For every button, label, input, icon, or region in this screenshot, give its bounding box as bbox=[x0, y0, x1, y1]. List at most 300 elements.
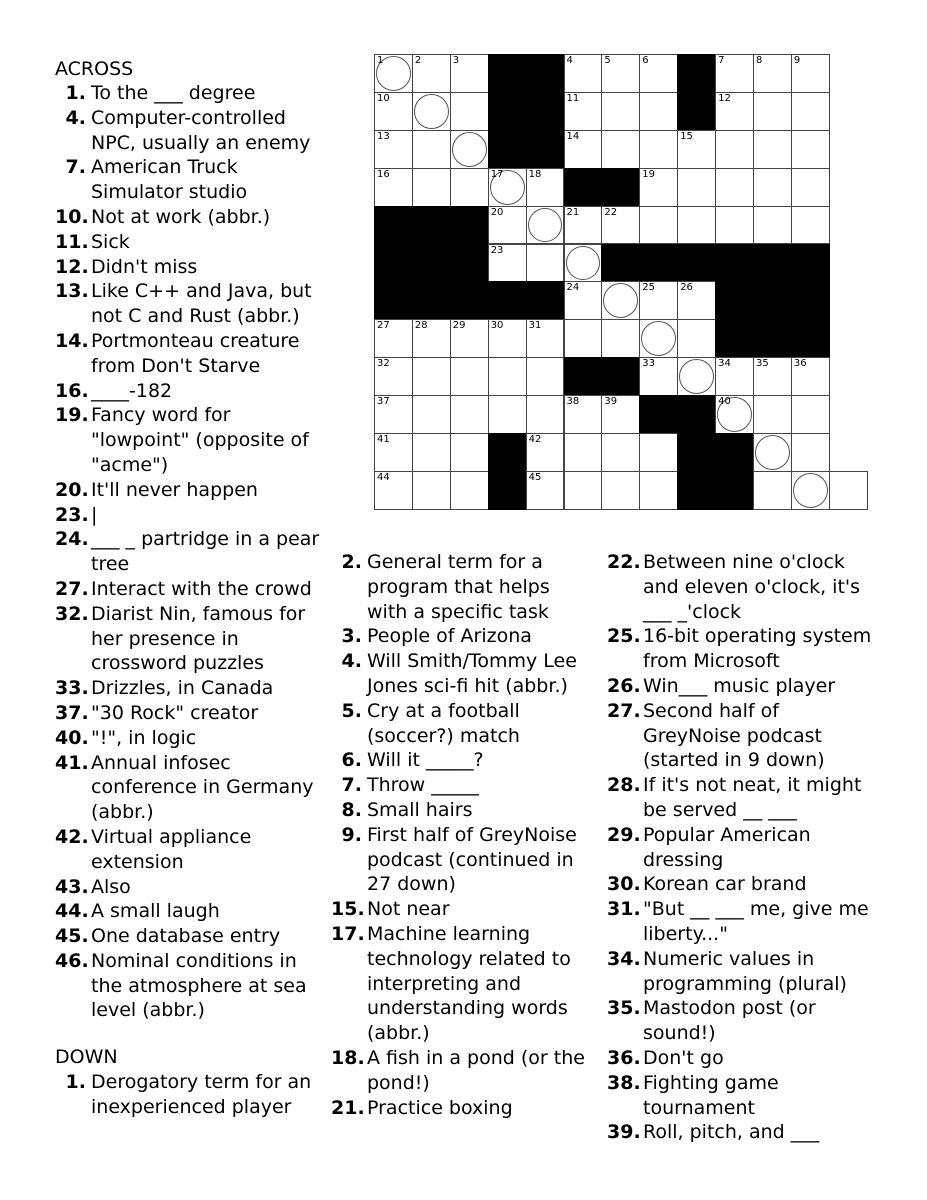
clue-text: Not near bbox=[367, 898, 450, 921]
cell-number: 12 bbox=[718, 92, 731, 104]
clue-number: 39. bbox=[607, 1121, 641, 1144]
grid-cell[interactable] bbox=[639, 319, 678, 358]
cell-number: 14 bbox=[566, 130, 580, 142]
grid-cell[interactable] bbox=[639, 471, 678, 510]
across-clue bbox=[55, 81, 335, 106]
across-clue-list bbox=[55, 81, 335, 1023]
clue-text: Cry at a football bbox=[367, 699, 520, 722]
across-clue bbox=[55, 676, 335, 701]
clue-number: 7. bbox=[65, 156, 86, 179]
down-heading: DOWN bbox=[55, 1046, 118, 1068]
down-clue bbox=[331, 1096, 606, 1121]
black-square bbox=[488, 54, 527, 93]
clue-text: sound!) bbox=[643, 1022, 716, 1045]
down-clue bbox=[331, 624, 606, 649]
grid-cell[interactable] bbox=[564, 471, 603, 510]
clue-number: 22. bbox=[607, 551, 641, 573]
across-clue bbox=[55, 478, 335, 503]
clue-number: 14. bbox=[55, 329, 89, 352]
grid-cell[interactable] bbox=[639, 281, 678, 320]
grid-cell[interactable] bbox=[412, 168, 451, 207]
across-clue bbox=[55, 503, 335, 528]
clue-text: Not at work (abbr.) bbox=[91, 205, 271, 228]
cell-number: 30 bbox=[490, 320, 504, 332]
clue-text: Sick bbox=[91, 230, 130, 253]
clue-text: tournament bbox=[643, 1096, 755, 1119]
clue-text: Win___ music player bbox=[643, 674, 836, 697]
across-clue bbox=[55, 751, 335, 825]
grid-cell[interactable] bbox=[412, 92, 451, 131]
grid-cell[interactable] bbox=[601, 130, 640, 169]
down-clue bbox=[331, 1046, 606, 1096]
grid-cell[interactable] bbox=[374, 319, 413, 358]
clue-number: 21. bbox=[331, 1096, 365, 1119]
black-square bbox=[753, 244, 792, 283]
cell-number: 28 bbox=[414, 320, 428, 332]
down-clue bbox=[607, 897, 907, 947]
grid-cell[interactable] bbox=[450, 130, 489, 169]
down-clue-list-right bbox=[607, 550, 907, 1145]
grid-cell[interactable] bbox=[488, 168, 527, 207]
clue-number: 29. bbox=[607, 823, 641, 846]
cell-number: 33 bbox=[642, 358, 656, 370]
grid-cell[interactable] bbox=[677, 130, 716, 169]
cell-number: 29 bbox=[452, 320, 466, 332]
across-clue bbox=[55, 949, 335, 1023]
grid-cell[interactable] bbox=[791, 395, 830, 434]
clue-text: conference in Germany bbox=[91, 776, 314, 799]
grid-cell[interactable] bbox=[488, 244, 527, 283]
clue-text: General term for a bbox=[367, 551, 543, 573]
grid-cell[interactable] bbox=[639, 54, 678, 93]
clue-text: liberty..." bbox=[643, 922, 728, 945]
clue-number: 33. bbox=[55, 677, 89, 700]
black-square bbox=[526, 281, 565, 320]
black-square bbox=[715, 244, 754, 283]
cell-number: 5 bbox=[604, 55, 611, 66]
clue-number: 1. bbox=[65, 82, 86, 104]
cell-number: 1 bbox=[377, 55, 384, 66]
black-square bbox=[715, 281, 754, 320]
clue-text: If it's not neat, it might bbox=[643, 774, 862, 797]
clue-text: ____-182 bbox=[91, 379, 173, 402]
clue-text: podcast (continued in bbox=[367, 848, 574, 871]
clue-text: "But __ ___ me, give me bbox=[643, 898, 869, 921]
grid-cell[interactable] bbox=[791, 471, 830, 510]
down-clue bbox=[607, 823, 907, 873]
black-square bbox=[677, 92, 716, 131]
grid-cell[interactable] bbox=[526, 319, 565, 358]
down-clue-list-middle bbox=[331, 550, 606, 1120]
clue-text: It'll never happen bbox=[91, 478, 258, 501]
clue-text: Derogatory term for an bbox=[91, 1071, 312, 1093]
black-square bbox=[450, 244, 489, 283]
grid-cell[interactable] bbox=[564, 281, 603, 320]
black-square bbox=[488, 471, 527, 510]
clue-number: 28. bbox=[607, 774, 641, 797]
cell-number: 25 bbox=[642, 282, 656, 294]
cell-number: 22 bbox=[604, 206, 618, 218]
grid-cell[interactable] bbox=[601, 281, 640, 320]
down-clue bbox=[607, 699, 907, 773]
clue-text: Fighting game bbox=[643, 1071, 779, 1094]
cell-number: 40 bbox=[718, 396, 731, 408]
grid-cell[interactable] bbox=[412, 319, 451, 358]
grid-cell[interactable] bbox=[450, 54, 489, 93]
grid-cell[interactable] bbox=[526, 244, 565, 283]
grid-cell[interactable] bbox=[412, 54, 451, 93]
clue-number: 45. bbox=[55, 925, 89, 948]
grid-cell[interactable] bbox=[791, 130, 830, 169]
cell-number: 23 bbox=[490, 244, 504, 256]
grid-cell[interactable] bbox=[791, 433, 830, 472]
clue-text: Don't go bbox=[643, 1046, 724, 1069]
across-clue bbox=[55, 329, 335, 379]
clue-number: 11. bbox=[55, 230, 89, 253]
cell-number: 45 bbox=[528, 471, 542, 483]
clue-number: 41. bbox=[55, 751, 89, 774]
grid-cell[interactable] bbox=[715, 130, 754, 169]
grid-cell[interactable] bbox=[374, 168, 413, 207]
grid-cell[interactable] bbox=[374, 54, 413, 93]
clue-text: Portmonteau creature bbox=[91, 329, 300, 352]
grid-cell[interactable] bbox=[526, 357, 565, 396]
across-clue bbox=[55, 701, 335, 726]
cell-number: 8 bbox=[756, 55, 763, 66]
grid-cell[interactable] bbox=[791, 92, 830, 131]
clue-number: 17. bbox=[331, 922, 365, 945]
circle-marker bbox=[755, 435, 790, 470]
grid-cell[interactable] bbox=[374, 92, 413, 131]
grid-cell[interactable] bbox=[791, 357, 830, 396]
grid-cell[interactable] bbox=[374, 130, 413, 169]
clue-number: 5. bbox=[341, 699, 362, 722]
clue-number: 20. bbox=[55, 478, 89, 501]
clue-text: Like C++ and Java, but bbox=[91, 280, 312, 303]
black-square bbox=[374, 244, 413, 283]
grid-cell[interactable] bbox=[488, 206, 527, 245]
grid-cell[interactable] bbox=[564, 54, 603, 93]
black-square bbox=[677, 54, 716, 93]
black-square bbox=[601, 244, 640, 283]
clue-text: American Truck bbox=[91, 156, 238, 179]
down-clue bbox=[607, 872, 907, 897]
clue-text: Second half of bbox=[643, 699, 779, 722]
clue-text: from Microsoft bbox=[643, 650, 780, 673]
cell-number: 19 bbox=[642, 168, 656, 180]
across-heading: ACROSS bbox=[55, 58, 134, 80]
clue-text: Virtual appliance bbox=[91, 825, 252, 848]
across-clue bbox=[55, 279, 335, 329]
clue-text: Korean car brand bbox=[643, 873, 807, 896]
grid-cell[interactable] bbox=[450, 168, 489, 207]
down-clue bbox=[607, 1120, 907, 1145]
down-clue bbox=[331, 550, 606, 624]
clue-text: Machine learning bbox=[367, 922, 531, 945]
grid-cell[interactable] bbox=[791, 206, 830, 245]
grid-cell[interactable] bbox=[753, 54, 792, 93]
clue-number: 19. bbox=[55, 404, 89, 427]
grid-cell[interactable] bbox=[601, 319, 640, 358]
grid-cell[interactable] bbox=[488, 319, 527, 358]
cell-number: 3 bbox=[452, 55, 460, 66]
clue-text: Throw _____ bbox=[367, 774, 479, 797]
grid-cell[interactable] bbox=[374, 471, 413, 510]
grid-cell[interactable] bbox=[639, 357, 678, 396]
black-square bbox=[639, 244, 678, 283]
clue-number: 42. bbox=[55, 825, 89, 848]
grid-cell[interactable] bbox=[412, 395, 451, 434]
black-square bbox=[715, 433, 754, 472]
grid-cell[interactable] bbox=[677, 357, 716, 396]
grid-cell[interactable] bbox=[450, 319, 489, 358]
grid-cell[interactable] bbox=[715, 168, 754, 207]
grid-cell[interactable] bbox=[564, 130, 603, 169]
grid-cell[interactable] bbox=[564, 92, 603, 131]
black-square bbox=[791, 281, 830, 320]
grid-cell[interactable] bbox=[601, 54, 640, 93]
black-square bbox=[564, 357, 603, 396]
grid-cell[interactable] bbox=[564, 319, 603, 358]
grid-cell[interactable] bbox=[753, 433, 792, 472]
clue-number: 37. bbox=[55, 701, 89, 724]
clue-text: interpreting and bbox=[367, 972, 522, 995]
clue-text: her presence in bbox=[91, 627, 239, 650]
cell-number: 2 bbox=[414, 55, 422, 66]
down-clue bbox=[55, 1070, 330, 1120]
black-square bbox=[488, 130, 527, 169]
clue-text: Drizzles, in Canada bbox=[91, 677, 274, 700]
clue-text: dressing bbox=[643, 848, 724, 871]
grid-cell[interactable] bbox=[374, 395, 413, 434]
grid-cell[interactable] bbox=[526, 206, 565, 245]
clue-text: ___ _ partridge in a pear bbox=[91, 528, 320, 551]
black-square bbox=[677, 395, 716, 434]
down-clue bbox=[607, 550, 907, 624]
clue-text: inexperienced player bbox=[91, 1095, 292, 1118]
grid-cell[interactable] bbox=[753, 206, 792, 245]
clue-text: ___ _'clock bbox=[643, 600, 742, 623]
grid-cell[interactable] bbox=[601, 395, 640, 434]
clue-text: tree bbox=[91, 553, 130, 576]
clue-text: Simulator studio bbox=[91, 181, 248, 204]
grid-cell[interactable] bbox=[526, 168, 565, 207]
clue-text: program that helps bbox=[367, 575, 550, 598]
clue-text: with a specific task bbox=[367, 600, 549, 623]
cell-number: 4 bbox=[566, 55, 573, 66]
black-square bbox=[412, 206, 451, 245]
clue-text: and eleven o'clock, it's bbox=[643, 575, 861, 598]
grid-cell[interactable] bbox=[526, 395, 565, 434]
black-square bbox=[639, 395, 678, 434]
black-square bbox=[715, 471, 754, 510]
grid-cell[interactable] bbox=[374, 357, 413, 396]
grid-cell[interactable] bbox=[639, 130, 678, 169]
grid-cell[interactable] bbox=[601, 433, 640, 472]
across-clue bbox=[55, 155, 335, 205]
clue-text: understanding words bbox=[367, 997, 568, 1020]
grid-cell[interactable] bbox=[601, 471, 640, 510]
clue-number: 25. bbox=[607, 625, 641, 648]
down-clue bbox=[607, 674, 907, 699]
grid-cell[interactable] bbox=[601, 206, 640, 245]
clue-text: (soccer?) match bbox=[367, 724, 520, 747]
clue-text: level (abbr.) bbox=[91, 999, 205, 1022]
clue-text: from Don't Starve bbox=[91, 354, 261, 377]
clue-text: the atmosphere at sea bbox=[91, 974, 307, 997]
grid-cell[interactable] bbox=[526, 471, 565, 510]
grid-cell[interactable] bbox=[753, 471, 792, 510]
clue-number: 32. bbox=[55, 602, 89, 625]
down-clue bbox=[607, 624, 907, 674]
clue-number: 12. bbox=[55, 255, 89, 278]
clue-number: 44. bbox=[55, 900, 89, 923]
clue-text: Diarist Nin, famous for bbox=[91, 602, 306, 625]
grid-cell[interactable] bbox=[412, 130, 451, 169]
grid-cell[interactable] bbox=[450, 471, 489, 510]
grid-cell[interactable] bbox=[677, 206, 716, 245]
clue-number: 24. bbox=[55, 528, 89, 551]
clue-number: 27. bbox=[55, 577, 89, 600]
clue-text: Popular American bbox=[643, 823, 811, 846]
clue-text: Practice boxing bbox=[367, 1096, 513, 1119]
cell-number: 24 bbox=[566, 282, 580, 294]
across-clue bbox=[55, 899, 335, 924]
clue-text: Didn't miss bbox=[91, 255, 198, 278]
down-clue bbox=[331, 897, 606, 922]
grid-cell[interactable] bbox=[564, 244, 603, 283]
grid-cell[interactable] bbox=[715, 92, 754, 131]
grid-cell[interactable] bbox=[488, 395, 527, 434]
clue-text: Computer-controlled bbox=[91, 106, 286, 129]
black-square bbox=[601, 168, 640, 207]
grid-cell[interactable] bbox=[829, 471, 868, 510]
cell-number: 42 bbox=[528, 434, 542, 445]
black-square bbox=[374, 206, 413, 245]
clue-text: Numeric values in bbox=[643, 947, 815, 970]
grid-cell[interactable] bbox=[374, 433, 413, 472]
grid-cell[interactable] bbox=[450, 395, 489, 434]
grid-cell[interactable] bbox=[791, 54, 830, 93]
cell-number: 10 bbox=[377, 92, 390, 104]
black-square bbox=[677, 471, 716, 510]
clue-text: Mastodon post (or bbox=[643, 997, 816, 1020]
grid-cell[interactable] bbox=[450, 433, 489, 472]
grid-cell[interactable] bbox=[488, 357, 527, 396]
circle-marker bbox=[414, 94, 449, 129]
grid-cell[interactable] bbox=[677, 281, 716, 320]
black-square bbox=[564, 168, 603, 207]
grid-cell[interactable] bbox=[564, 395, 603, 434]
grid-cell[interactable] bbox=[450, 92, 489, 131]
clue-number: 1. bbox=[65, 1071, 86, 1093]
grid-cell[interactable] bbox=[639, 433, 678, 472]
grid-cell[interactable] bbox=[753, 168, 792, 207]
clue-text: A small laugh bbox=[91, 900, 220, 923]
black-square bbox=[412, 244, 451, 283]
clue-text: crossword puzzles bbox=[91, 652, 264, 675]
black-square bbox=[374, 281, 413, 320]
grid-cell[interactable] bbox=[677, 319, 716, 358]
across-clue bbox=[55, 924, 335, 949]
grid-cell[interactable] bbox=[639, 168, 678, 207]
black-square bbox=[601, 357, 640, 396]
crossword-grid[interactable] bbox=[374, 54, 829, 509]
grid-cell[interactable] bbox=[753, 92, 792, 131]
grid-cell[interactable] bbox=[639, 92, 678, 131]
clue-text: 27 down) bbox=[367, 873, 456, 896]
circle-marker bbox=[566, 246, 601, 281]
circle-marker bbox=[452, 132, 487, 167]
clue-text: Will it _____? bbox=[367, 749, 484, 772]
grid-cell[interactable] bbox=[677, 168, 716, 207]
black-square bbox=[677, 244, 716, 283]
clue-number: 36. bbox=[607, 1046, 641, 1069]
clue-text: GreyNoise podcast bbox=[643, 724, 822, 747]
grid-cell[interactable] bbox=[715, 54, 754, 93]
grid-cell[interactable] bbox=[715, 395, 754, 434]
grid-cell[interactable] bbox=[412, 471, 451, 510]
grid-cell[interactable] bbox=[715, 206, 754, 245]
clue-text: Nominal conditions in bbox=[91, 949, 297, 972]
down-clue bbox=[607, 1046, 907, 1071]
clue-text: programming (plural) bbox=[643, 972, 847, 995]
clue-text: Small hairs bbox=[367, 798, 473, 821]
cell-number: 11 bbox=[566, 92, 580, 104]
grid-cell[interactable] bbox=[639, 206, 678, 245]
circle-marker bbox=[793, 473, 828, 508]
cell-number: 38 bbox=[566, 396, 580, 408]
grid-cell[interactable] bbox=[526, 433, 565, 472]
across-clue bbox=[55, 403, 335, 477]
down-clue bbox=[607, 773, 907, 823]
grid-cell[interactable] bbox=[753, 357, 792, 396]
cell-number: 39 bbox=[604, 396, 618, 408]
grid-cell[interactable] bbox=[564, 433, 603, 472]
grid-cell[interactable] bbox=[715, 357, 754, 396]
grid-cell[interactable] bbox=[412, 357, 451, 396]
black-square bbox=[715, 319, 754, 358]
clue-number: 38. bbox=[607, 1071, 641, 1094]
grid-cell[interactable] bbox=[450, 357, 489, 396]
black-square bbox=[526, 130, 565, 169]
grid-cell[interactable] bbox=[564, 206, 603, 245]
across-clue bbox=[55, 527, 335, 577]
across-clue bbox=[55, 230, 335, 255]
down-clue bbox=[607, 996, 907, 1046]
clue-text: Fancy word for bbox=[91, 404, 231, 427]
clue-text: technology related to bbox=[367, 947, 571, 970]
down-clue bbox=[331, 773, 606, 798]
grid-cell[interactable] bbox=[601, 92, 640, 131]
black-square bbox=[526, 92, 565, 131]
circle-marker bbox=[641, 321, 676, 356]
clue-number: 43. bbox=[55, 875, 89, 898]
grid-cell[interactable] bbox=[412, 433, 451, 472]
grid-cell[interactable] bbox=[753, 130, 792, 169]
cell-number: 35 bbox=[756, 358, 769, 370]
cell-number: 17 bbox=[490, 168, 504, 180]
clue-text: (started in 9 down) bbox=[643, 749, 825, 772]
grid-cell[interactable] bbox=[791, 168, 830, 207]
clue-number: 23. bbox=[55, 503, 89, 526]
cell-number: 13 bbox=[377, 130, 390, 142]
down-clue bbox=[607, 947, 907, 997]
down-clue bbox=[331, 922, 606, 1046]
grid-cell[interactable] bbox=[753, 395, 792, 434]
clue-text: To the ___ degree bbox=[91, 82, 256, 104]
cell-number: 26 bbox=[680, 282, 693, 294]
